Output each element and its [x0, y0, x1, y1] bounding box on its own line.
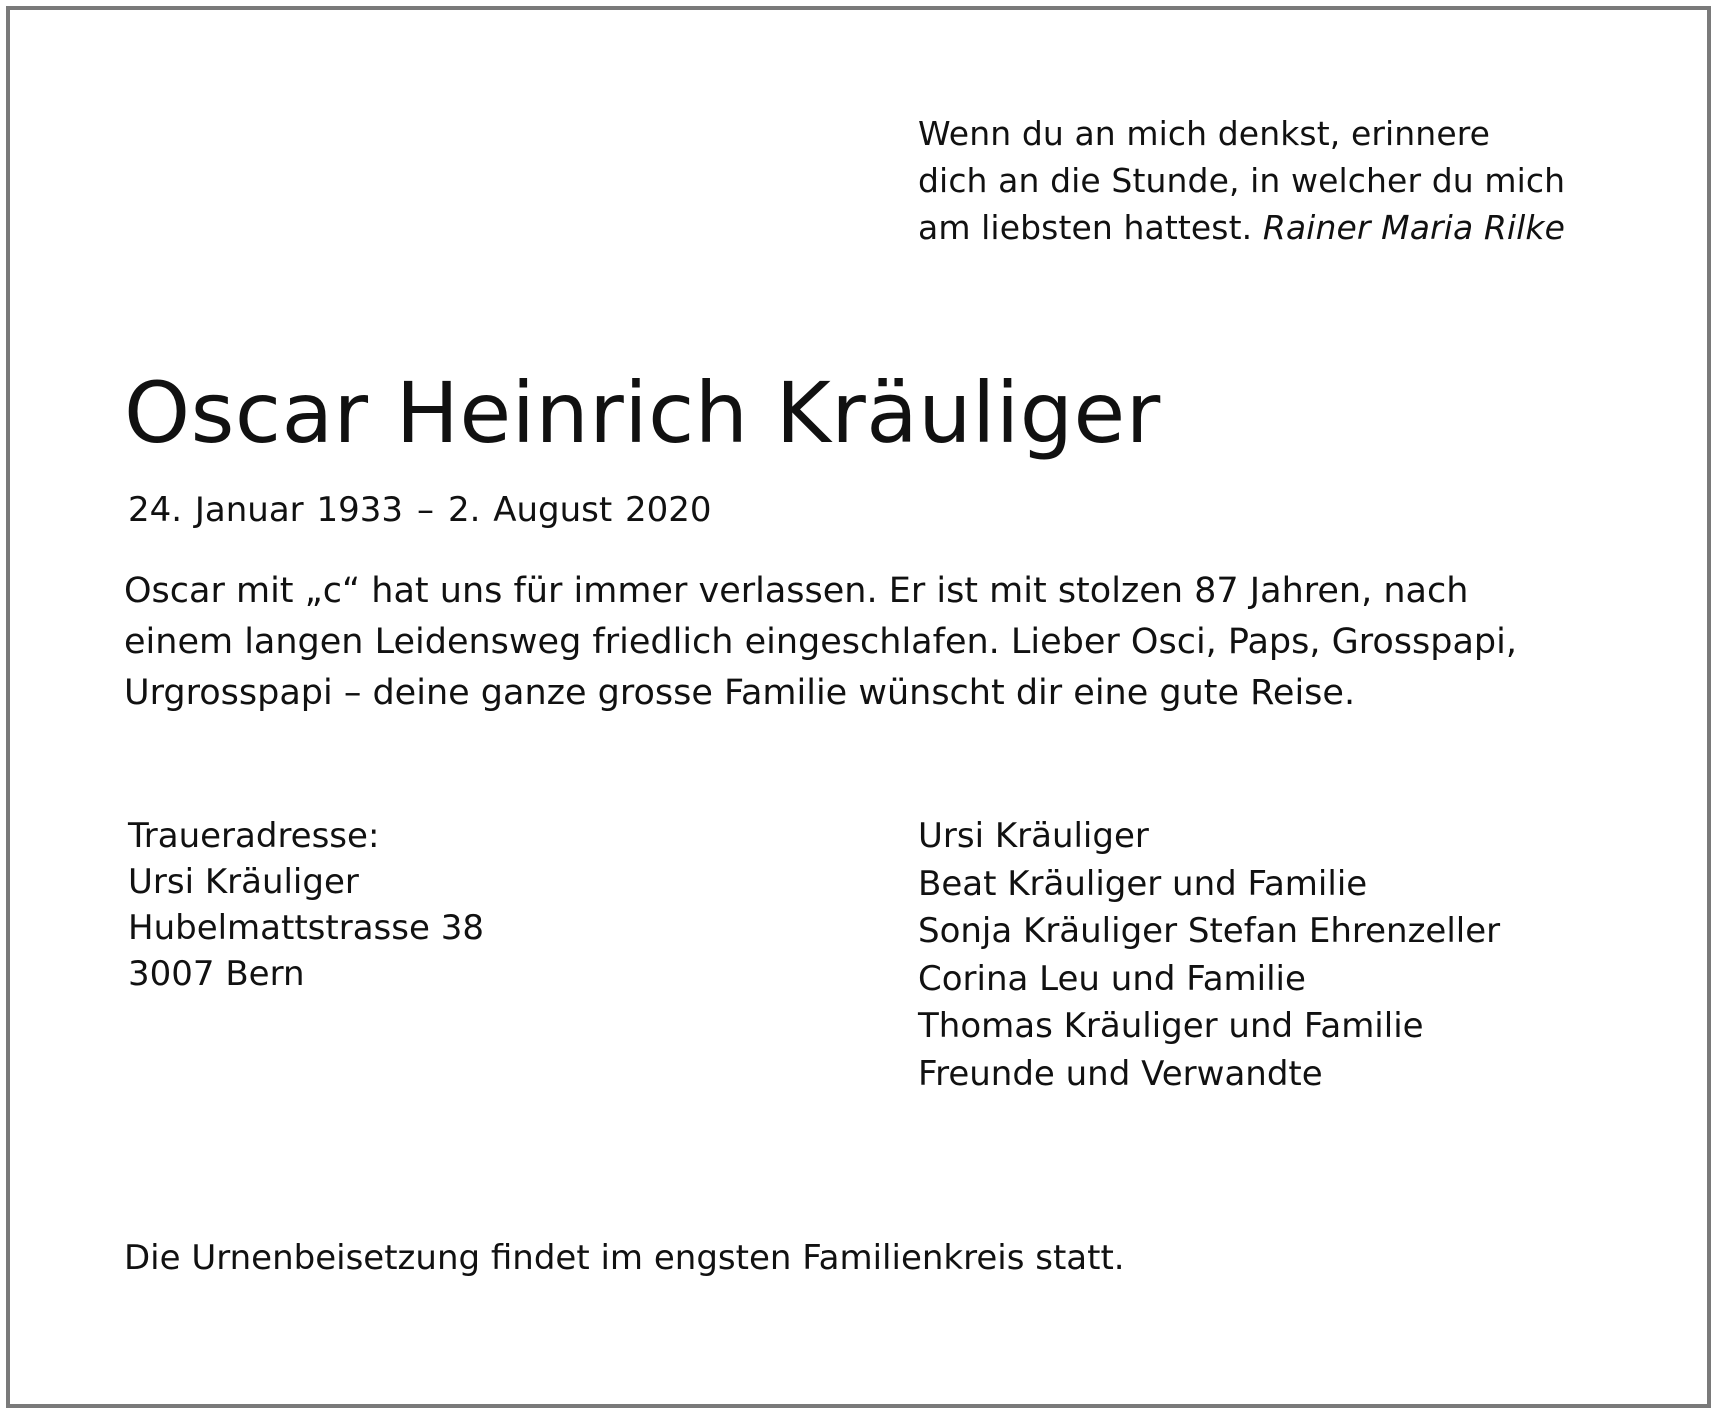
quote-author: Rainer Maria Rilke	[1262, 208, 1566, 247]
date-separator: –	[417, 490, 434, 530]
epitaph-quote	[918, 110, 1565, 251]
quote-line: Wenn du an mich denkst, erinnere	[918, 114, 1491, 153]
life-dates	[128, 486, 712, 534]
death-date: 2. August 2020	[448, 490, 712, 530]
quote-line: dich an die Stunde, in welcher du mich	[918, 161, 1566, 200]
message-line: Urgrosspapi – deine ganze grosse Familie wünscht dir eine gute Reise.	[124, 673, 1356, 713]
mourners-list	[918, 813, 1500, 1098]
address-city: 3007 Bern	[128, 954, 305, 994]
mourner: Sonja Kräuliger Stefan Ehrenzeller	[918, 911, 1501, 951]
mourner: Corina Leu und Familie	[918, 958, 1306, 999]
farewell-message	[124, 566, 1517, 719]
address-street: Hubelmattstrasse 38	[128, 908, 484, 948]
mourning-address	[128, 813, 484, 997]
mourner: Thomas Kräuliger und Familie	[918, 1006, 1424, 1046]
mourner: Beat Kräuliger und Familie	[918, 863, 1368, 904]
mourner: Ursi Kräuliger	[918, 816, 1149, 856]
birth-date: 24. Januar 1933	[128, 490, 403, 530]
message-line: einem langen Leidensweg friedlich eingeschlafen. Lieber Osci, Paps, Grosspapi,	[124, 622, 1517, 662]
deceased-name: Oscar Heinrich Kräuliger	[124, 364, 1161, 462]
message-line: Oscar mit „c“ hat uns für immer verlassen. Er ist mit stolzen 87 Jahren, nach	[124, 571, 1469, 611]
burial-note: Die Urnenbeisetzung findet im engsten Familienkreis statt.	[124, 1238, 1125, 1278]
quote-line-last	[918, 204, 1565, 251]
quote-text: am liebsten hattest.	[918, 208, 1253, 247]
address-name: Ursi Kräuliger	[128, 862, 359, 902]
mourner: Freunde und Verwandte	[918, 1053, 1323, 1094]
address-label: Traueradresse:	[128, 816, 380, 856]
